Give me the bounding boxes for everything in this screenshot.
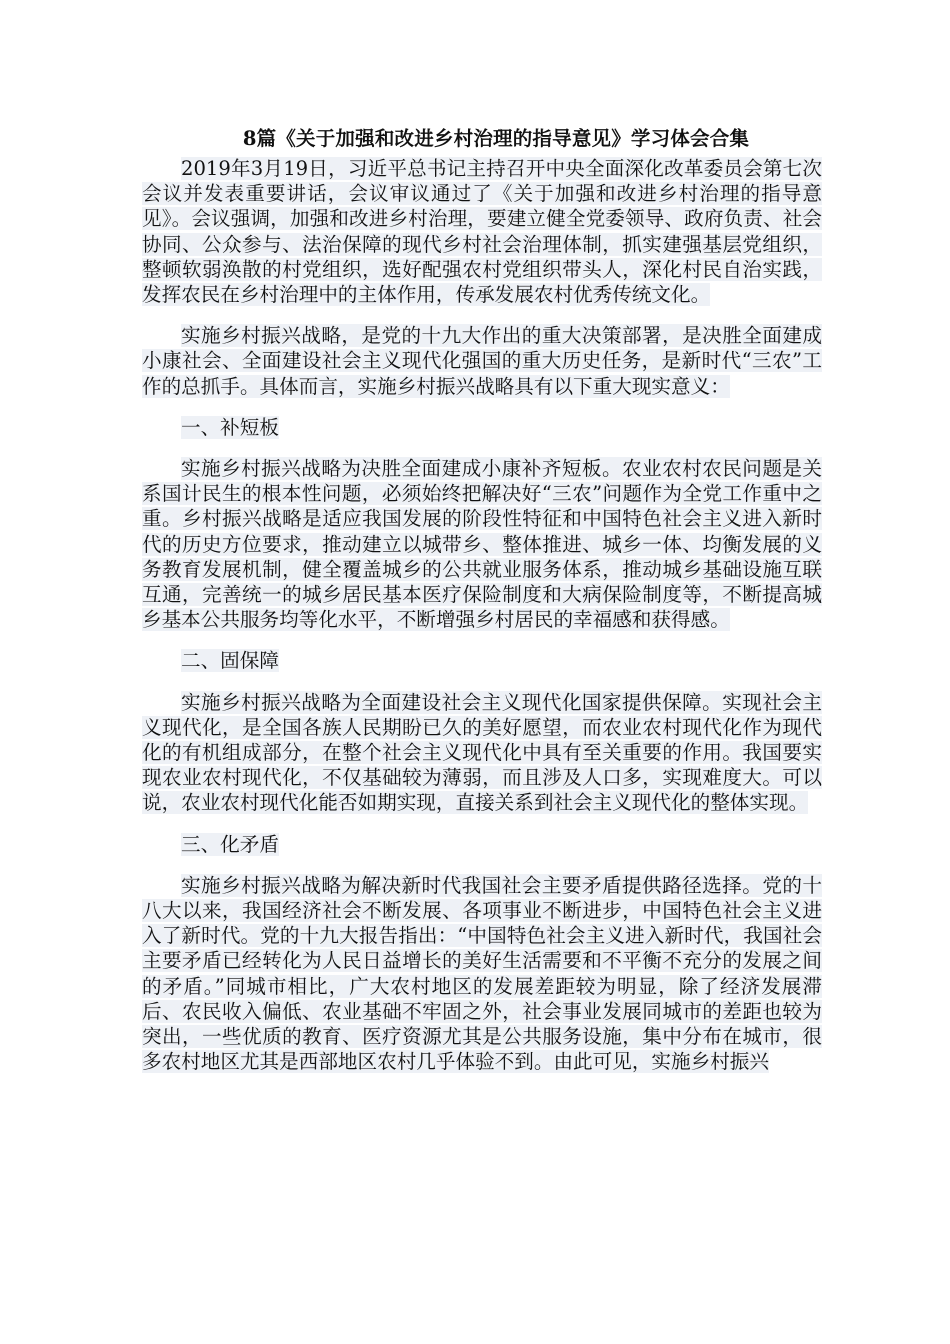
paragraph-text: 实施乡村振兴战略为全面建设社会主义现代化国家提供保障。实现社会主义现代化，是全国各族人民期盼已久的美好愿望，而农业农村现代化作为现代化的有机组成部分，在整个社会主义现代化中具有至关重要的作用。我国要实现农业农村现代化，不仅基础较为薄弱，而且涉及人口多，实现难度大。可以说，农业农村现代化能否如期实现，直接关系到社会主义现代化的整体实现。 — [142, 690, 822, 815]
heading-text: 三、化矛盾 — [181, 832, 279, 856]
section-heading-1 — [142, 415, 822, 440]
heading-text: 二、固保障 — [181, 649, 279, 673]
paragraph-intro — [142, 156, 822, 307]
paragraph-section-1 — [142, 456, 822, 632]
section-heading-2 — [142, 648, 822, 673]
paragraph-section-3 — [142, 873, 822, 1075]
paragraph-text: 2019年3月19日，习近平总书记主持召开中央全面深化改革委员会第七次会议并发表重要讲话，会议审议通过了《关于加强和改进乡村治理的指导意见》。会议强调，加强和改进乡村治理，要建立健全党委领导、政府负责、社会协同、公众参与、法治保障的现代乡村社会治理体制，抓实建强基层党组织，整顿软弱涣散的村党组织，选好配强农村党组织带头人，深化村民自治实践，发挥农民在乡村治理中的主体作用，传承发展农村优秀传统文化。 — [142, 157, 822, 307]
document-page — [142, 124, 822, 1091]
paragraph-text: 实施乡村振兴战略，是党的十九大作出的重大决策部署，是决胜全面建成小康社会、全面建设社会主义现代化强国的重大历史任务，是新时代“三农”工作的总抓手。具体而言，实施乡村振兴战略具有以下重大现实意义： — [142, 324, 822, 398]
document-title: 8篇《关于加强和改进乡村治理的指导意见》学习体会合集 — [242, 127, 750, 150]
paragraph-text: 实施乡村振兴战略为决胜全面建成小康补齐短板。农业农村农民问题是关系国计民生的根本性问题，必须始终把解决好“三农”问题作为全党工作重中之重。乡村振兴战略是适应我国发展的阶段性特征和中国特色社会主义进入新时代的历史方位要求，推动建立以城带乡、整体推进、城乡一体、均衡发展的义务教育发展机制，健全覆盖城乡的公共就业服务体系，推动城乡基础设施互联互通，完善统一的城乡居民基本医疗保险制度和大病保险制度等，不断提高城乡基本公共服务均等化水平，不断增强乡村居民的幸福感和获得感。 — [142, 457, 822, 632]
paragraph-significance — [142, 323, 822, 399]
paragraph-section-2 — [142, 690, 822, 816]
paragraph-text: 实施乡村振兴战略为解决新时代我国社会主要矛盾提供路径选择。党的十八大以来，我国经济社会不断发展、各项事业不断进步，中国特色社会主义进入了新时代。党的十九大报告指出：“中国特色社会主义进入新时代，我国社会主要矛盾已经转化为人民日益增长的美好生活需要和不平衡不充分的发展之间的矛盾。”同城市相比，广大农村地区的发展差距较为明显，除了经济发展滞后、农民收入偏低、农业基础不牢固之外，社会事业发展同城市的差距也较为突出，一些优质的教育、医疗资源尤其是公共服务设施，集中分布在城市，很多农村地区尤其是西部地区农村几乎体验不到。由此可见，实施乡村振兴 — [142, 873, 822, 1074]
heading-text: 一、补短板 — [181, 415, 279, 439]
section-heading-3 — [142, 832, 822, 857]
